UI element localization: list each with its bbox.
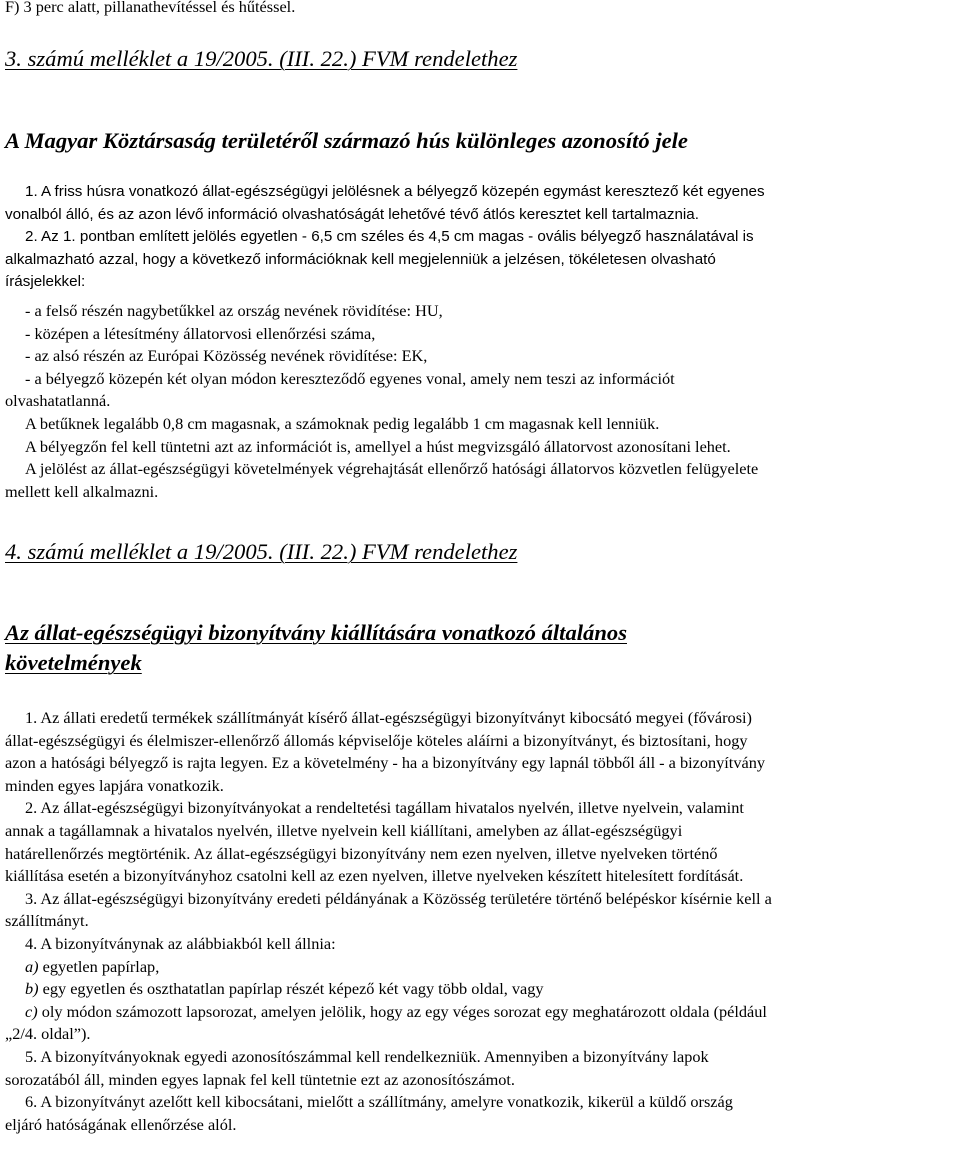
annex3-point2-line3: írásjelekkel: [5, 273, 86, 291]
annex4-point4-item-b [5, 978, 955, 1001]
annex3-sentence-1: A betűknek legalább 0,8 cm magasnak, a számoknak pedig legalább 1 cm magasnak kell lenniük. [25, 413, 660, 433]
annex4-point5-line2: sorozatából áll, minden egyes lapnak fel kell tüntetnie ezt az azonosítószámot. [5, 1069, 515, 1089]
annex4-point2-line2: annak a tagállamnak a hivatalos nyelvén, illetve nyelvein kell kiállítani, amelyben az állat-egészségügyi [5, 820, 683, 840]
annex4-point2-line3: határellenőrzés megtörténik. Az állat-egészségügyi bizonyítvány nem ezen nyelven, illetve nyelveken történő [5, 843, 718, 863]
annex4-point1-line3: azon a hatósági bélyegző is rajta legyen. Ez a követelmény - ha a bizonyítvány egy lapnál többől áll - a bizonyítvány [5, 753, 765, 773]
annex4-body [5, 707, 955, 1136]
annex4-point6-line1: 6. A bizonyítványt azelőtt kell kibocsátani, mielőtt a szállítmány, amelyre vonatkozik, kikerül a küldő ország [25, 1092, 733, 1112]
annex4-point6-line2: eljáró hatóságának ellenőrzése alól. [5, 1114, 237, 1134]
item-b-text: egy egyetlen és oszthatatlan papírlap részét képező két vagy több oldal, vagy [38, 979, 544, 999]
top-line: F) 3 perc alatt, pillanathevítéssel és hűtéssel. [5, 0, 296, 16]
annex4-point1-line2: állat-egészségügyi és élelmiszer-ellenőrző állomás képviselője köteles aláírni a bizonyítványt, és biztosítani, hogy [5, 730, 748, 750]
annex4-point1-line1: 1. Az állati eredetű termékek szállítmányát kísérő állat-egészségügyi bizonyítványt kibocsátó megyei (fővárosi) [25, 708, 752, 727]
annex3-sentence-2: A bélyegzőn fel kell tüntetni azt az információt is, amellyel a húst megvizsgáló állatorvost azonosítani lehet. [25, 436, 731, 456]
annex3-list-item-2: - középen a létesítmény állatorvosi ellenőrzési száma, [25, 323, 376, 343]
annex3-point1-line2: vonalból álló, és az azon lévő információ olvashatóságát lehetővé tévő átlós keresztet kell tartalmaznia. [5, 205, 699, 223]
annex4-point4-intro: 4. A bizonyítványnak az alábbiakból kell állnia: [25, 933, 336, 953]
annex4-point4-item-c [5, 1001, 955, 1024]
item-c-label: c) [25, 1001, 38, 1021]
item-a-text: egyetlen papírlap, [38, 956, 160, 976]
annex4-point2-line4: kiállítása esetén a bizonyítványhoz csatolni kell az ezen nyelven, illetve nyelveken készített hitelesített fordítását. [5, 866, 744, 886]
annex3-sentence-3: A jelölést az állat-egészségügyi követelmények végrehajtását ellenőrző hatósági állatorvos közvetlen felügyelete [25, 459, 759, 479]
annex3-point1 [5, 181, 955, 294]
annex3-point2-line1: 2. Az 1. pontban említett jelölés egyetlen - 6,5 cm széles és 4,5 cm magas - ovális bélyegző használatával is [25, 228, 754, 246]
annex3-list-item-1: - a felső részén nagybetűkkel az ország nevének rövidítése: HU, [25, 301, 443, 320]
annex3-title: A Magyar Köztársaság területéről származó hús különleges azonosító jele [5, 128, 688, 153]
annex4-point4-item-a [5, 956, 955, 979]
annex4-point2-line1: 2. Az állat-egészségügyi bizonyítványokat a rendeltetési tagállam hivatalos nyelvén, illetve nyelvein, valamint [25, 798, 744, 818]
item-b-label: b) [25, 979, 39, 999]
annex4-point3-line1: 3. Az állat-egészségügyi bizonyítvány eredeti példányának a Közösség területére történő belépéskor kísérnie kell a [25, 888, 772, 908]
annex3-list [5, 300, 955, 503]
annex3-sentence-3-cont: mellett kell alkalmazni. [5, 481, 159, 501]
annex3-point2-line2: alkalmazható azzal, hogy a következő információknak kell megjelenniük a jelzésen, tökéletesen olvasható [5, 250, 716, 268]
annex3-list-item-3: - az alsó részén az Európai Közösség nevének rövidítése: EK, [25, 346, 428, 366]
annex4-title-line2: követelmények [5, 650, 142, 675]
item-c-text: oly módon számozott lapsorozat, amelyen jelölik, hogy az egy véges sorozat egy meghatározott oldala (például [37, 1001, 767, 1021]
annex4-title [5, 618, 627, 678]
annex3-heading: 3. számú melléklet a 19/2005. (III. 22.) FVM rendelethez [5, 46, 518, 71]
annex4-heading: 4. számú melléklet a 19/2005. (III. 22.) FVM rendelethez [5, 539, 518, 564]
annex3-list-item-4: - a bélyegző közepén két olyan módon kereszteződő egyenes vonal, amely nem teszi az információt [25, 368, 675, 388]
annex4-point1-line4: minden egyes lapjára vonatkozik. [5, 775, 224, 795]
annex4-point3-line2: szállítmányt. [5, 911, 89, 931]
annex4-title-line1: Az állat-egészségügyi bizonyítvány kiállítására vonatkozó általános [5, 620, 627, 645]
item-a-label: a) [25, 956, 39, 976]
annex4-point4-item-c-cont: „2/4. oldal”). [5, 1024, 91, 1044]
annex3-list-item-4-cont: olvashatatlanná. [5, 391, 111, 411]
annex3-point1-line1: 1. A friss húsra vonatkozó állat-egészségügyi jelölésnek a bélyegző közepén egymást keresztező két egyenes [25, 183, 765, 200]
annex4-point5-line1: 5. A bizonyítványoknak egyedi azonosítószámmal kell rendelkezniük. Amennyiben a bizonyítvány lapok [25, 1046, 709, 1066]
